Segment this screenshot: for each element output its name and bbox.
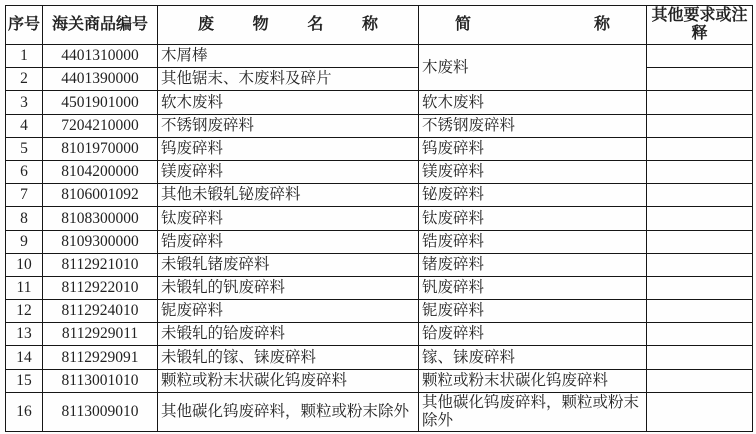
waste-name-cell: 钛废碎料 bbox=[158, 207, 419, 230]
notes-cell bbox=[647, 45, 753, 68]
waste-name-cell: 未锻轧锗废碎料 bbox=[158, 253, 419, 276]
table-row bbox=[6, 300, 753, 323]
waste-name-cell: 颗粒或粉末状碳化钨废碎料 bbox=[158, 369, 419, 392]
hs-code-cell: 8112929091 bbox=[43, 346, 158, 369]
hs-code-cell: 4401310000 bbox=[43, 45, 158, 68]
header-waste-name: 废物名称 bbox=[158, 6, 419, 45]
waste-name-cell: 铌废碎料 bbox=[158, 300, 419, 323]
notes-cell bbox=[647, 137, 753, 160]
notes-cell bbox=[647, 276, 753, 299]
hs-code-cell: 8112929011 bbox=[43, 323, 158, 346]
short-name-cell: 木废料 bbox=[419, 45, 647, 91]
serial-cell: 8 bbox=[6, 207, 43, 230]
table-row bbox=[6, 253, 753, 276]
header-serial: 序号 bbox=[6, 6, 43, 45]
serial-cell: 10 bbox=[6, 253, 43, 276]
header-hs-code: 海关商品编号 bbox=[43, 6, 158, 45]
hs-code-cell: 8106001092 bbox=[43, 184, 158, 207]
serial-cell: 14 bbox=[6, 346, 43, 369]
table-row bbox=[6, 45, 753, 68]
table-row bbox=[6, 137, 753, 160]
notes-cell bbox=[647, 184, 753, 207]
header-row bbox=[6, 6, 753, 45]
serial-cell: 7 bbox=[6, 184, 43, 207]
serial-cell: 16 bbox=[6, 392, 43, 431]
notes-cell bbox=[647, 253, 753, 276]
serial-cell: 4 bbox=[6, 114, 43, 137]
table-row bbox=[6, 230, 753, 253]
hs-code-cell: 8112921010 bbox=[43, 253, 158, 276]
hs-code-cell: 8109300000 bbox=[43, 230, 158, 253]
serial-cell: 9 bbox=[6, 230, 43, 253]
short-name-cell: 镓、铼废碎料 bbox=[419, 346, 647, 369]
short-name-cell: 铋废碎料 bbox=[419, 184, 647, 207]
short-name-cell: 软木废料 bbox=[419, 91, 647, 114]
hs-code-cell: 4401390000 bbox=[43, 68, 158, 91]
notes-cell bbox=[647, 207, 753, 230]
notes-cell bbox=[647, 114, 753, 137]
hs-code-cell: 8113001010 bbox=[43, 369, 158, 392]
serial-cell: 3 bbox=[6, 91, 43, 114]
waste-name-cell: 镁废碎料 bbox=[158, 160, 419, 183]
table-row bbox=[6, 207, 753, 230]
short-name-cell: 铪废碎料 bbox=[419, 323, 647, 346]
waste-name-cell: 其他锯末、木废料及碎片 bbox=[158, 68, 419, 91]
waste-name-cell: 未锻轧的镓、铼废碎料 bbox=[158, 346, 419, 369]
header-notes: 其他要求或注释 bbox=[647, 6, 753, 45]
table-row bbox=[6, 160, 753, 183]
short-name-cell: 颗粒或粉末状碳化钨废碎料 bbox=[419, 369, 647, 392]
waste-name-cell: 其他未锻轧铋废碎料 bbox=[158, 184, 419, 207]
hs-code-cell: 7204210000 bbox=[43, 114, 158, 137]
waste-name-cell: 软木废料 bbox=[158, 91, 419, 114]
short-name-cell: 其他碳化钨废碎料，颗粒或粉末除外 bbox=[419, 392, 647, 431]
waste-name-cell: 不锈钢废碎料 bbox=[158, 114, 419, 137]
hs-code-cell: 4501901000 bbox=[43, 91, 158, 114]
hs-code-cell: 8108300000 bbox=[43, 207, 158, 230]
header-short-name: 简称 bbox=[419, 6, 647, 45]
notes-cell bbox=[647, 300, 753, 323]
notes-cell bbox=[647, 323, 753, 346]
hs-code-cell: 8113009010 bbox=[43, 392, 158, 431]
serial-cell: 11 bbox=[6, 276, 43, 299]
short-name-cell: 铌废碎料 bbox=[419, 300, 647, 323]
waste-name-cell: 未锻轧的铪废碎料 bbox=[158, 323, 419, 346]
notes-cell bbox=[647, 160, 753, 183]
notes-cell bbox=[647, 68, 753, 91]
waste-name-cell: 钨废碎料 bbox=[158, 137, 419, 160]
waste-codes-table bbox=[5, 5, 753, 432]
notes-cell bbox=[647, 230, 753, 253]
serial-cell: 15 bbox=[6, 369, 43, 392]
hs-code-cell: 8101970000 bbox=[43, 137, 158, 160]
serial-cell: 6 bbox=[6, 160, 43, 183]
serial-cell: 12 bbox=[6, 300, 43, 323]
table-row bbox=[6, 91, 753, 114]
serial-cell: 13 bbox=[6, 323, 43, 346]
serial-cell: 5 bbox=[6, 137, 43, 160]
notes-cell bbox=[647, 346, 753, 369]
table-row bbox=[6, 184, 753, 207]
notes-cell bbox=[647, 392, 753, 431]
notes-cell bbox=[647, 369, 753, 392]
table-row bbox=[6, 392, 753, 431]
waste-name-cell: 其他碳化钨废碎料，颗粒或粉末除外 bbox=[158, 392, 419, 431]
hs-code-cell: 8112924010 bbox=[43, 300, 158, 323]
table-row bbox=[6, 369, 753, 392]
waste-name-cell: 未锻轧的钒废碎料 bbox=[158, 276, 419, 299]
short-name-cell: 锗废碎料 bbox=[419, 253, 647, 276]
serial-cell: 1 bbox=[6, 45, 43, 68]
waste-name-cell: 锆废碎料 bbox=[158, 230, 419, 253]
short-name-cell: 锆废碎料 bbox=[419, 230, 647, 253]
short-name-cell: 钒废碎料 bbox=[419, 276, 647, 299]
table-row bbox=[6, 114, 753, 137]
notes-cell bbox=[647, 91, 753, 114]
short-name-cell: 钨废碎料 bbox=[419, 137, 647, 160]
table-row bbox=[6, 276, 753, 299]
table-row bbox=[6, 346, 753, 369]
table-row bbox=[6, 323, 753, 346]
short-name-cell: 不锈钢废碎料 bbox=[419, 114, 647, 137]
short-name-cell: 钛废碎料 bbox=[419, 207, 647, 230]
hs-code-cell: 8112922010 bbox=[43, 276, 158, 299]
waste-name-cell: 木屑棒 bbox=[158, 45, 419, 68]
hs-code-cell: 8104200000 bbox=[43, 160, 158, 183]
serial-cell: 2 bbox=[6, 68, 43, 91]
short-name-cell: 镁废碎料 bbox=[419, 160, 647, 183]
